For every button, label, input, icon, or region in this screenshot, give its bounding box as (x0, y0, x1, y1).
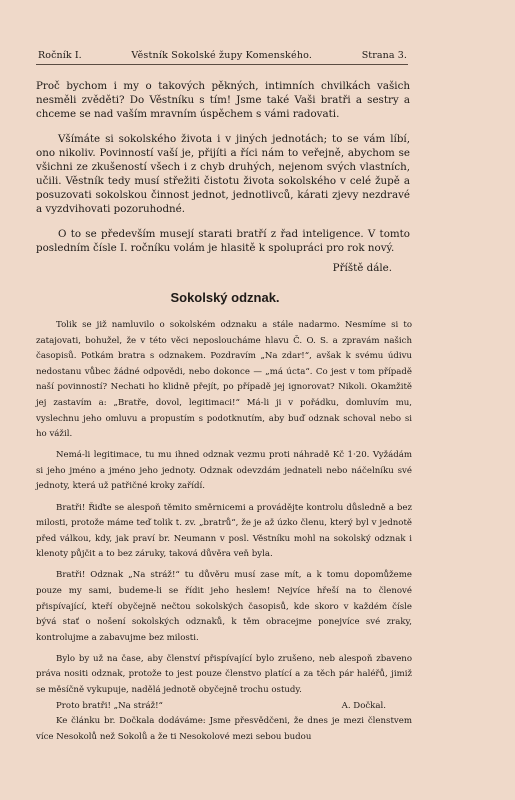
letter-paragraph-1: Proč bychom i my o takových pěkných, intimních chvilkách vašich nesměli zvěděti? Do Věstníku s tím! Jsme také Vaši bratři a sestry a chceme se nad vaším mravním úspěchem s vámi radovati. (36, 80, 410, 120)
article-title: Sokolský odznak. (170, 290, 280, 305)
volume-label: Ročník I. (38, 50, 82, 61)
article-paragraph-5: Bylo by už na čase, aby členství přispívající bylo zrušeno, neb alespoň zbaveno práva nositi odznak, protože to jest pouze členstvo platící a za těch pár haléřů, jimiž se měsíčně vykupuje, nadělá jednotě obyčejně trochu ostudy. (36, 653, 412, 696)
article-body (36, 318, 412, 745)
closing-salute: Proto bratři! „Na stráž!“ (56, 700, 163, 711)
letter-section (36, 79, 410, 275)
letter-paragraph-3: O to se především musejí starati bratří z řad inteligence. V tomto posledním čísle I. ročníku volám je hlasitě k spolupráci pro rok nový. (36, 228, 410, 254)
article-paragraph-3: Bratři! Řiďte se alespoň těmito směrnicemi a provádějte kontrolu důsledně a bez milosti, protože máme teď tolik t. zv. „bratrů“, že je až úzko členu, který byl v jednotě před válkou, kdy, jak praví br. Neumann v posl. Věstníku mohl na sokolský odznak i klenoty půjčit a to bez záruky, taková důvěra veň byla. (36, 502, 412, 560)
running-header (38, 50, 407, 61)
article-paragraph-2: Nemá-li legitimace, tu mu ihned odznak vezmu proti náhradě Kč 1·20. Vyžádám si jeho jméno a jméno jeho jednoty. Odznak odevzdám jednateli nebo náčelníku své jednoty, která už patřičné kroky zařídí. (36, 450, 412, 492)
article-signature-line (36, 699, 412, 715)
header-rule (36, 64, 408, 65)
article-author: A. Dočkal. (341, 700, 386, 711)
letter-paragraph-2: Všímáte si sokolského života i v jiných jednotách; to se vám líbí, ono nikoliv. Povinností vaší je, přijíti a říci nám to veřejně, abychom se všichni ze zkušeností všech i z chyb druhých, nejenom svých vlastních, učili. Věstník tedy musí střežiti čistotu života sokolského v celé župě a posuzovati sokolskou činnost jednot, jednotlivců, kárati zjevy nezdravé a vyzdvihovati pozoruhodné. (36, 133, 410, 215)
journal-title: Věstník Sokolské župy Komenského. (131, 50, 313, 61)
article-paragraph-4: Bratři! Odznak „Na stráž!“ tu důvěru musí zase mít, a k tomu dopomůžeme pouze my sami, budeme-li se řídit jeho heslem! Nejvíce hřeší na to členové přispívající, kteří obyčejně nečtou sokolských časopisů, kde skoro v každém čísle bývá stať o nošení sokolských odznaků, k těm obracejme ponejvíce své zraky, kontrolujme a zabavujme bez milosti. (36, 570, 412, 643)
article-paragraph-1: Tolik se již namluvilo o sokolském odznaku a stále nadarmo. Nesmíme si to zatajovati, bohužel, že v této věci neposloucháme hlavu Č. O. S. a zpravám našich časopisů. Potkám bratra s odznakem. Pozdravím „Na zdar!“, avšak k svému údivu nedostanu vůbec žádné odpovědi, nebo dokonce — „má úcta“. Co jest v tom případě naší povinností? Nechati ho klidně přejít, po případě jej ignorovat? Nikoli. Okamžitě jej zastavím a: „Bratře, dovol, legitimaci!“ Má-li ji v pořádku, domluvím mu, vyslechnu jeho omluvu a propustím s podotknutím, aby buď odznak schoval nebo si ho vážil. (36, 320, 412, 440)
continued-note: Příště dále. (332, 262, 392, 274)
page-number: Strana 3. (361, 50, 407, 61)
editor-note-paragraph: Ke článku br. Dočkala dodáváme: Jsme přesvědčeni, že dnes je mezi členstvem více Nesokolů než Sokolů a že ti Nesokolové mezi sebou budou (36, 716, 412, 742)
